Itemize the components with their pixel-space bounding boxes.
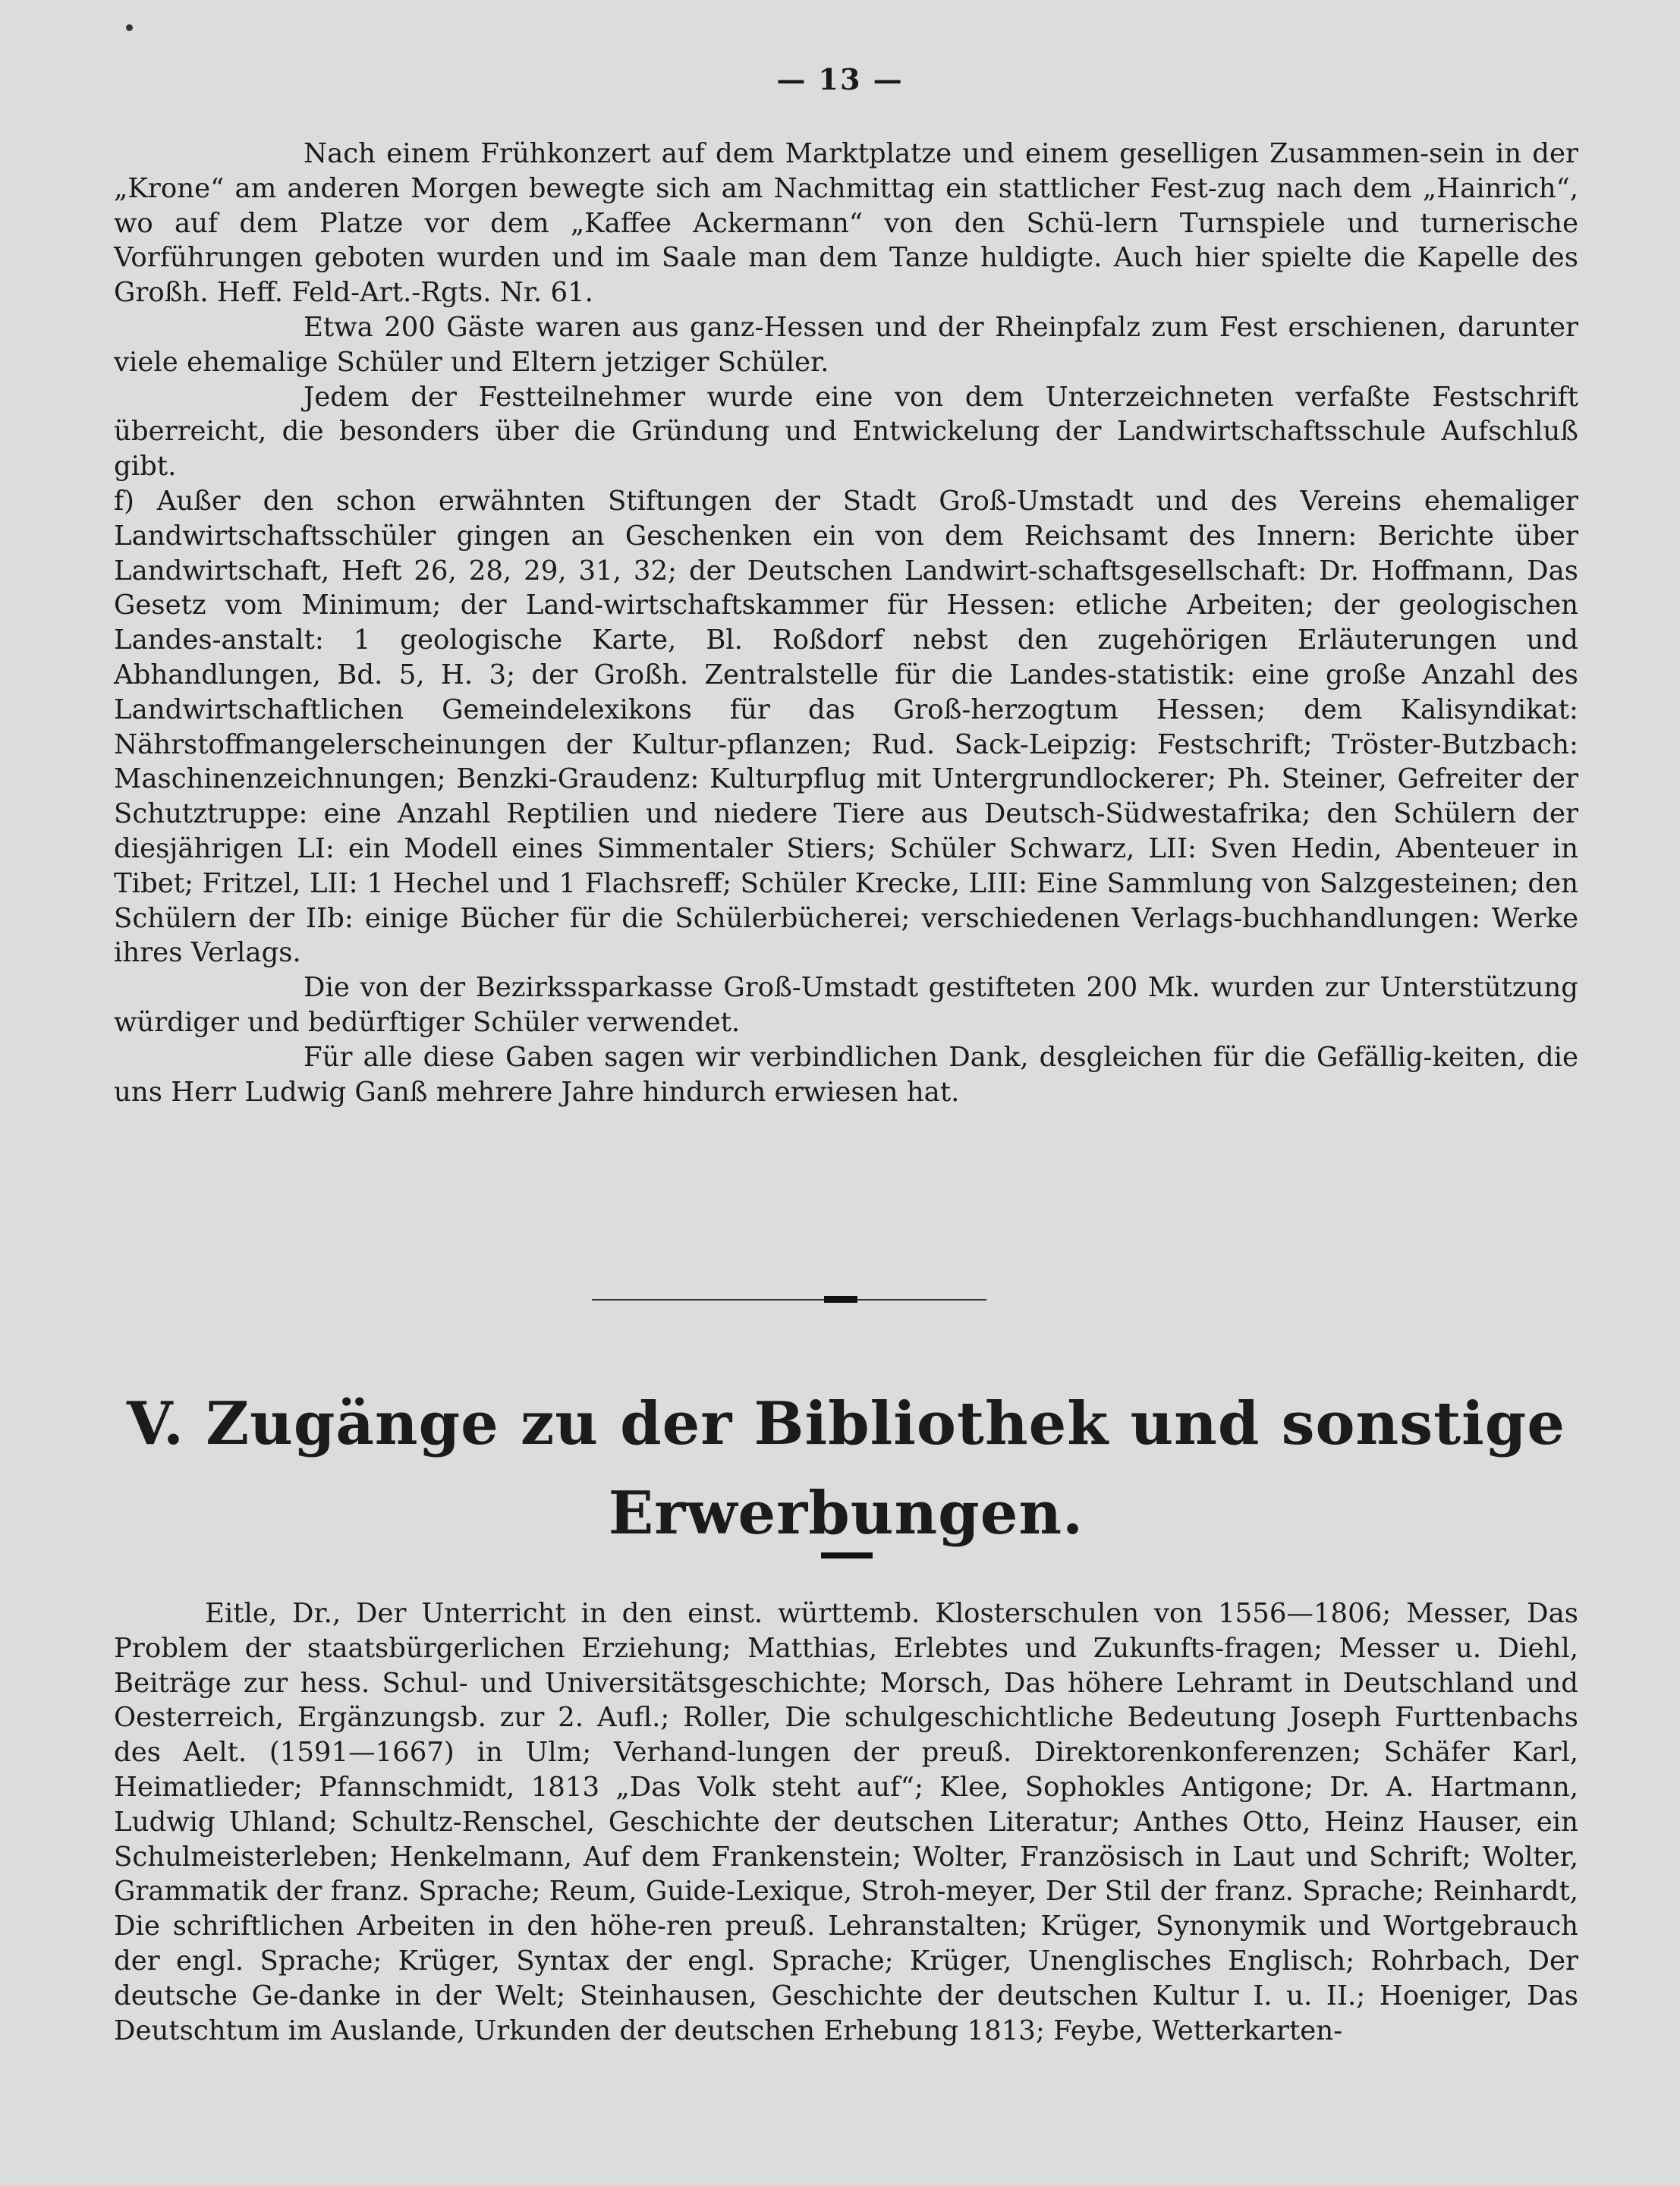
- section-library-list: [114, 1596, 1578, 2048]
- paragraph-festschrift: Jedem der Festteilnehmer wurde eine von dem Unterzeichneten verfaßte Festschrift überreicht, die besonders über die Gründung und Entwickelung der Landwirtschaftsschule Aufschluß gibt.: [114, 381, 1578, 483]
- paragraph-gaeste: Etwa 200 Gäste waren aus ganz-Hessen und der Rheinpfalz zum Fest erschienen, darunter viele ehemalige Schüler und Eltern jetziger Schüler.: [114, 311, 1578, 378]
- section-divider: [592, 1299, 986, 1301]
- page-number: — 13 —: [776, 62, 904, 96]
- paragraph-bibliothek: Eitle, Dr., Der Unterricht in den einst. württemb. Klosterschulen von 1556—1806; Messer, Das Problem der staatsbürgerlichen Erziehung; Matthias, Erlebtes und Zukunfts-fragen; Messer u. Diehl, Beiträge zur hess. Schul- und Universitätsgeschichte; Morsch, Das höhere Lehramt in Deutschland und Oesterreich, Ergänzungsb. zur 2. Aufl.; Roller, Die schulgeschichtliche Bedeutung Joseph Furttenbachs des Aelt. (1591—1667) in Ulm; Verhand-lungen der preuß. Direktorenkonferenzen; Schäfer Karl, Heimatlieder; Pfannschmidt, 1813 „Das Volk steht auf“; Klee, Sophokles Antigone; Dr. A. Hartmann, Ludwig Uhland; Schultz-Renschel, Geschichte der deutschen Literatur; Anthes Otto, Heinz Hauser, ein Schulmeisterleben; Henkelmann, Auf dem Frankenstein; Wolter, Französisch in Laut und Schrift; Wolter, Grammatik der franz. Sprache; Reum, Guide-Lexique, Stroh-meyer, Der Stil der franz. Sprache; Reinhardt, Die schriftlichen Arbeiten in den höhe-ren preuß. Lehranstalten; Krüger, Synonymik und Wortgebrauch der engl. Sprache; Krüger, Syntax der engl. Sprache; Krüger, Unenglisches Englisch; Rohrbach, Der deutsche Ge-danke in der Welt; Steinhausen, Geschichte der deutschen Kultur I. u. II.; Hoeniger, Das Deutschtum im Auslande, Urkunden der deutschen Erhebung 1813; Feybe, Wetterkarten-: [114, 1598, 1578, 2046]
- section-festival-text: [114, 137, 1578, 1109]
- paragraph-sparkasse: Die von der Bezirkssparkasse Groß-Umstadt gestifteten 200 Mk. wurden zur Unterstützung würdiger und bedürftiger Schüler verwendet.: [114, 972, 1578, 1038]
- print-speck: [126, 24, 133, 31]
- heading-ornament: [821, 1552, 873, 1559]
- section-heading: [114, 1379, 1578, 1559]
- divider-ornament: [824, 1296, 857, 1303]
- paragraph-dank: Für alle diese Gaben sagen wir verbindlichen Dank, desgleichen für die Gefällig-keiten, die uns Herr Ludwig Ganß mehrere Jahre hindurch erwiesen hat.: [114, 1041, 1578, 1108]
- paragraph-festzug: Nach einem Frühkonzert auf dem Marktplatze und einem geselligen Zusammen-sein in der „Krone“ am anderen Morgen bewegte sich am Nachmittag ein stattlicher Fest-zug nach dem „Hainrich“, wo auf dem Platze vor dem „Kaffee Ackermann“ von den Schü-lern Turnspiele und turnerische Vorführungen geboten wurden und im Saale man dem Tanze huldigte. Auch hier spielte die Kapelle des Großh. Heff. Feld-Art.-Rgts. Nr. 61.: [114, 138, 1578, 309]
- heading-line-2: Erwerbungen.: [608, 1479, 1084, 1548]
- paragraph-geschenke: f) Außer den schon erwähnten Stiftungen der Stadt Groß-Umstadt und des Vereins ehemaliger Landwirtschaftsschüler gingen an Geschenken ein von dem Reichsamt des Innern: Berichte über Landwirtschaft, Heft 26, 28, 29, 31, 32; der Deutschen Landwirt-schaftsgesellschaft: Dr. Hoffmann, Das Gesetz vom Minimum; der Land-wirtschaftskammer für Hessen: etliche Arbeiten; der geologischen Landes-anstalt: 1 geologische Karte, Bl. Roßdorf nebst den zugehörigen Erläuterungen und Abhandlungen, Bd. 5, H. 3; der Großh. Zentralstelle für die Landes-statistik: eine große Anzahl des Landwirtschaftlichen Gemeindelexikons für das Groß-herzogtum Hessen; dem Kalisyndikat: Nährstoffmangelerscheinungen der Kultur-pflanzen; Rud. Sack-Leipzig: Festschrift; Tröster-Butzbach: Maschinenzeichnungen; Benzki-Graudenz: Kulturpflug mit Untergrundlockerer; Ph. Steiner, Gefreiter der Schutztruppe: eine Anzahl Reptilien und niedere Tiere aus Deutsch-Südwestafrika; den Schülern der diesjährigen LI: ein Modell eines Simmentaler Stiers; Schüler Schwarz, LII: Sven Hedin, Abenteuer in Tibet; Fritzel, LII: 1 Hechel und 1 Flachsreff; Schüler Krecke, LIII: Eine Sammlung von Salzgesteinen; den Schülern der IIb: einige Bücher für die Schülerbücherei; verschiedenen Verlags-buchhandlungen: Werke ihres Verlags.: [114, 485, 1578, 969]
- heading-line-1: V. Zugänge zu der Bibliothek und sonstige: [127, 1389, 1565, 1458]
